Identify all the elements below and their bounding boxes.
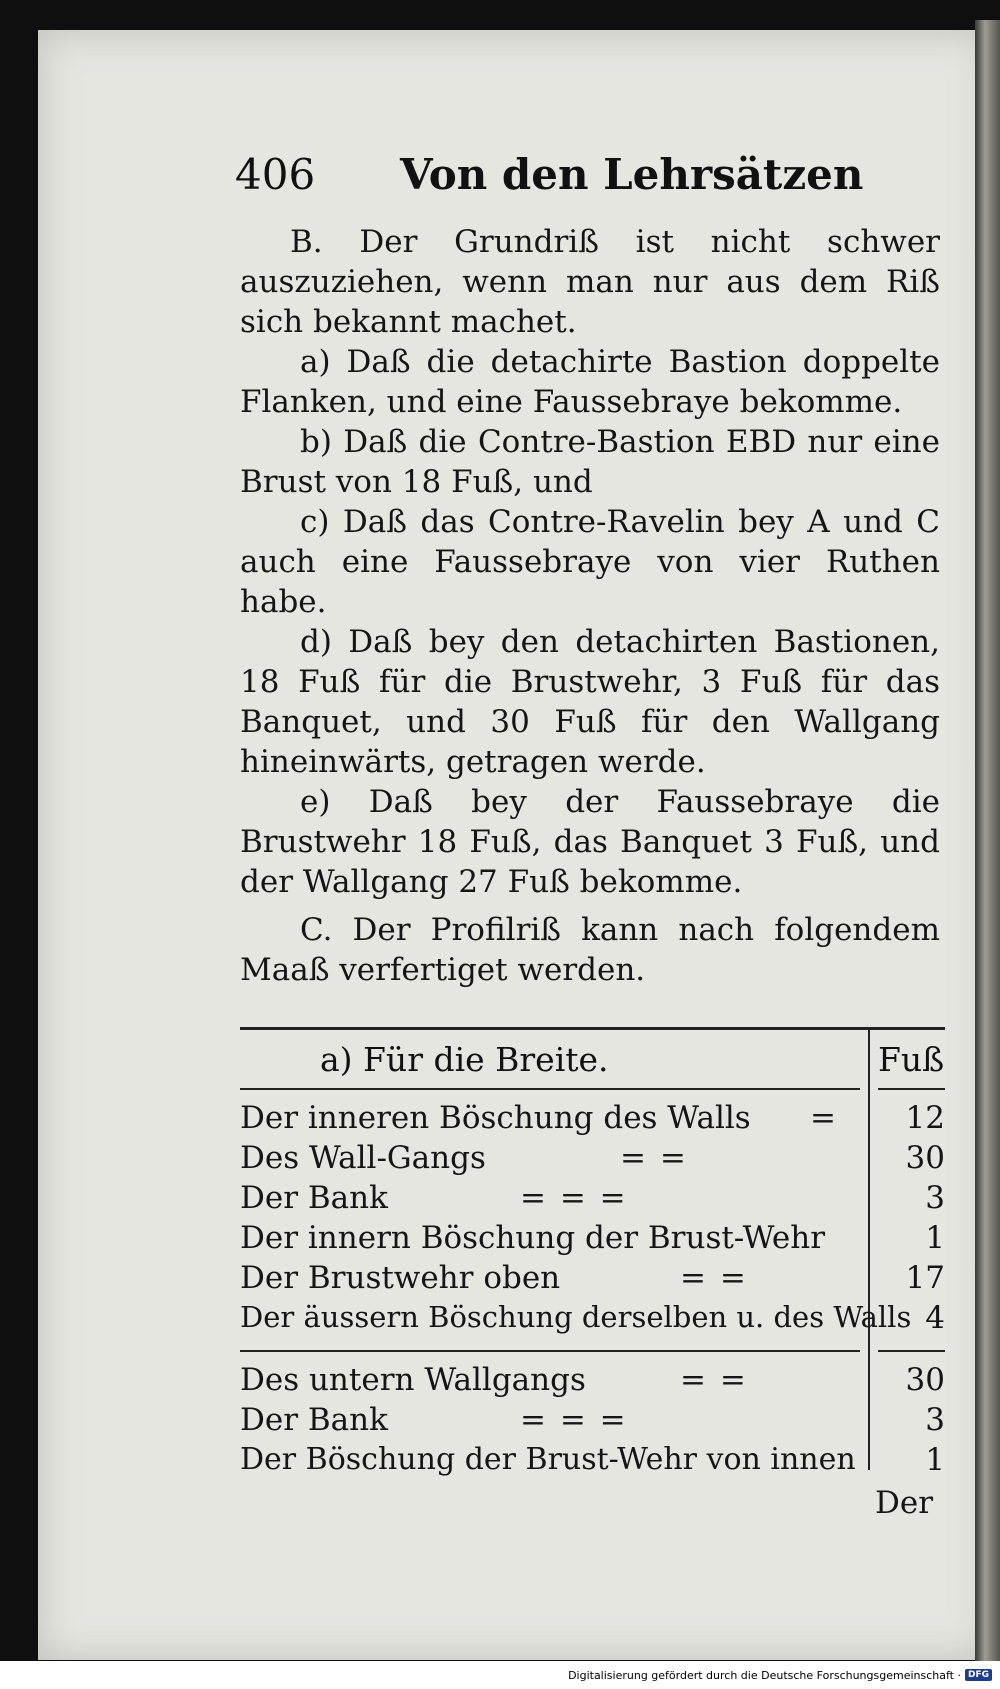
row-label: Der Bank (240, 1402, 388, 1438)
row-label: Des untern Wallgangs (240, 1362, 586, 1398)
row-label: Der äussern Böschung derselben u. des Walls (240, 1300, 912, 1334)
table-section-rule (240, 1350, 860, 1352)
table-top-rule (240, 1027, 945, 1030)
table-row (240, 1402, 880, 1442)
row-dots: = = (620, 1140, 688, 1176)
row-value: 3 (925, 1402, 945, 1438)
table-row (240, 1442, 880, 1482)
table-unit-header: Fuß (878, 1040, 945, 1079)
row-label: Der innern Böschung der Brust-Wehr (240, 1220, 826, 1256)
row-value: 30 (905, 1362, 945, 1398)
paragraph-e: e) Daß bey der Faussebraye die Brustwehr 18 Fuß, das Banquet 3 Fuß, und der Wallgang 27 Fuß bekomme. (240, 784, 940, 900)
dfg-logo: DFG (965, 1669, 992, 1681)
row-label: Der inneren Böschung des Walls (240, 1100, 751, 1136)
paragraph-a: a) Daß die detachirte Bastion doppelte Flanken, und eine Faussebraye bekomme. (240, 344, 940, 420)
page-number: 406 (235, 150, 316, 199)
row-label: Der Bank (240, 1180, 388, 1216)
running-title: Von den Lehrsätzen (400, 150, 864, 199)
row-label: Der Brustwehr oben (240, 1260, 561, 1296)
row-label: Der Böschung der Brust-Wehr von innen (240, 1442, 856, 1477)
row-value: 3 (925, 1180, 945, 1216)
paragraph-B: B. Der Grundriß ist nicht schwer auszuziehen, wenn man nur aus dem Riß sich bekannt machet. (240, 224, 940, 340)
table-row (240, 1300, 912, 1340)
row-value: 30 (905, 1140, 945, 1176)
row-dots: = = = (520, 1180, 628, 1216)
row-dots: = (810, 1100, 838, 1136)
row-dots: = = = (520, 1402, 628, 1438)
page-header (235, 150, 935, 210)
row-value: 12 (905, 1100, 945, 1136)
paragraph-b: b) Daß die Contre-Bastion EBD nur eine Brust von 18 Fuß, und (240, 424, 940, 500)
row-value: 1 (925, 1220, 945, 1256)
table-row (240, 1260, 880, 1300)
book-binding (975, 20, 1000, 1670)
digitization-footer (0, 1661, 1000, 1689)
paragraph-C: C. Der Profilriß kann nach folgendem Maaß verfertiget werden. (240, 912, 940, 988)
table-heading: a) Für die Breite. (320, 1040, 609, 1079)
table-row (240, 1362, 880, 1402)
catchword: Der (875, 1485, 934, 1521)
row-dots: = = (680, 1362, 748, 1398)
row-value: 4 (925, 1300, 945, 1336)
unit-section-rule (878, 1350, 945, 1352)
row-value: 1 (925, 1442, 945, 1478)
unit-header-rule (878, 1088, 945, 1090)
body-text (240, 222, 940, 990)
table-row (240, 1220, 880, 1260)
table-header-rule (240, 1088, 860, 1090)
paragraph-c: c) Daß das Contre-Ravelin bey A und C auch eine Faussebraye von vier Ruthen habe. (240, 504, 940, 620)
row-dots: = = (680, 1260, 748, 1296)
table-row (240, 1180, 880, 1220)
footer-text: Digitalisierung gefördert durch die Deutsche Forschungsgemeinschaft · (568, 1668, 961, 1682)
row-value: 17 (905, 1260, 945, 1296)
paragraph-d: d) Daß bey den detachirten Bastionen, 18 Fuß für die Brustwehr, 3 Fuß für das Banquet, und 30 Fuß für den Wallgang hineinwärts, getragen werde. (240, 624, 940, 780)
table-row (240, 1140, 880, 1180)
row-label: Des Wall-Gangs (240, 1140, 486, 1176)
table-row (240, 1100, 880, 1140)
